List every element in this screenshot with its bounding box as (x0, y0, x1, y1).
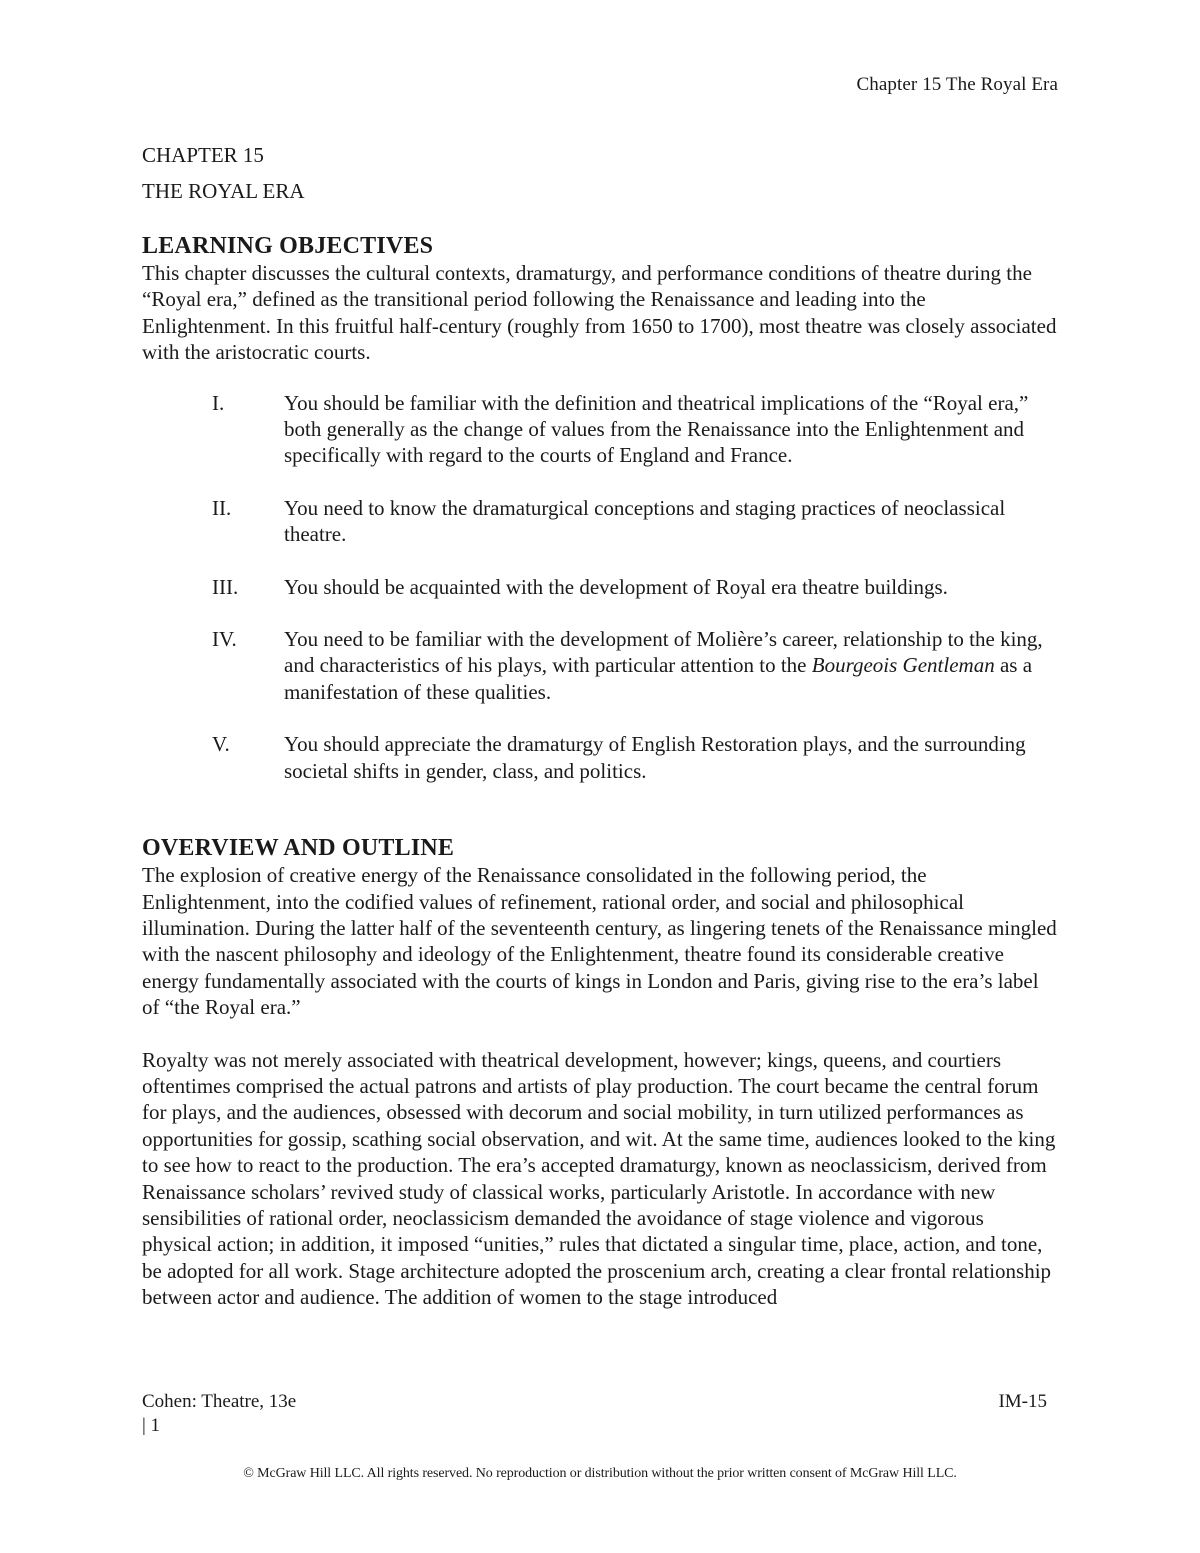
learning-objectives-heading: LEARNING OBJECTIVES (142, 233, 434, 259)
running-header: Chapter 15 The Royal Era (856, 74, 1058, 95)
objective-item (142, 390, 1058, 469)
objective-number: III. (212, 574, 239, 599)
objective-text-part: You need to be familiar with the development of Molière’s career, relationship to the king, and characteristics of his plays, with particular attention to the (284, 627, 1043, 678)
objective-text: You should be familiar with the definition and theatrical implications of the “Royal era,” both generally as the change of values from the Renaissance into the Enlightenment and specifically with regard to the courts of England and France. (284, 390, 1029, 468)
learning-objectives-intro: This chapter discusses the cultural contexts, dramaturgy, and performance conditions of theatre during the “Royal era,” defined as the transitional period following the Renaissance and leading into the Enlightenment. In this fruitful half-century (roughly from 1650 to 1700), most theatre was closely associated with the aristocratic courts. (142, 261, 1057, 365)
objective-number: I. (212, 390, 225, 415)
overview-paragraph: The explosion of creative energy of the Renaissance consolidated in the following period, the Enlightenment, into the codified values of refinement, rational order, and social and philosophical illumination. During the latter half of the seventeenth century, as lingering tenets of the Renaissance mingled with the nascent philosophy and ideology of the Enlightenment, theatre found its considerable creative energy fundamentally associated with the courts of kings in London and Paris, giving rise to the era’s label of “the Royal era.” (142, 863, 1057, 1020)
overview-heading: OVERVIEW AND OUTLINE (142, 835, 455, 862)
objective-number: IV. (212, 627, 237, 652)
chapter-label: CHAPTER 15 (142, 143, 264, 167)
objective-number: V. (212, 732, 230, 757)
copyright-notice: © McGraw Hill LLC. All rights reserved. No reproduction or distribution without the prior written consent of McGraw Hill LLC. (243, 1466, 957, 1481)
overview-paragraph: Royalty was not merely associated with theatrical development, however; kings, queens, and courtiers oftentimes comprised the actual patrons and artists of play production. The court became the central forum for plays, and the audiences, obsessed with decorum and social mobility, in turn utilized performances as opportunities for gossip, scathing social observation, and wit. At the same time, audiences looked to the king to see how to react to the production. The era’s accepted dramaturgy, known as neoclassicism, derived from Renaissance scholars’ revived study of classical works, particularly Aristotle. In accordance with new sensibilities of rational order, neoclassicism demanded the avoidance of stage violence and vigorous physical action; in addition, it imposed “unities,” rules that dictated a singular time, place, action, and tone, be adopted for all work. Stage architecture adopted the proscenium arch, creating a clear frontal relationship between actor and audience. The addition of women to the stage introduced (142, 1047, 1056, 1310)
objective-text: You need to know the dramaturgical conceptions and staging practices of neoclassical theatre. (284, 495, 1006, 547)
objective-item (142, 574, 1058, 600)
footer-left (142, 1390, 296, 1438)
footer-im-page: IM-15 (998, 1391, 1047, 1412)
objective-item (142, 626, 1058, 705)
footer-page-number: | 1 (142, 1415, 161, 1436)
objective-text: You should be acquainted with the development of Royal era theatre buildings. (284, 574, 948, 599)
chapter-title: THE ROYAL ERA (142, 179, 305, 203)
document-body (142, 140, 1058, 1311)
objective-number: II. (212, 495, 232, 520)
objective-text-part: as a manifestation of these qualities. (284, 653, 1033, 704)
objective-item (142, 495, 1058, 548)
play-title: Bourgeois Gentleman (811, 653, 995, 678)
objective-text (284, 626, 1058, 705)
objective-item (142, 731, 1058, 784)
objective-text: You should appreciate the dramaturgy of English Restoration plays, and the surrounding societal shifts in gender, class, and politics. (284, 732, 1026, 783)
objectives-list (142, 390, 1058, 784)
footer-book-title: Cohen: Theatre, 13e (142, 1391, 297, 1412)
